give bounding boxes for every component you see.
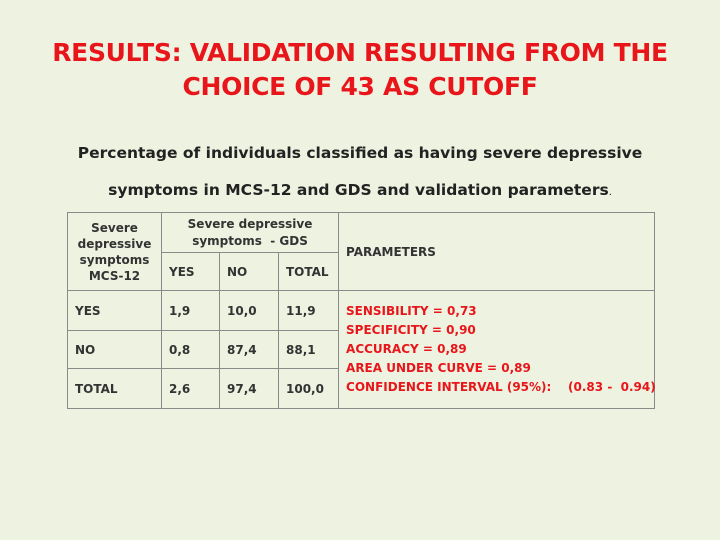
subtitle-line-1: Percentage of individuals classified as having severe depressive — [77, 144, 643, 162]
corner-line-4: MCS-12 — [88, 268, 141, 283]
slide-title — [0, 36, 720, 104]
gds-header-line-1: Severe depressive — [187, 216, 313, 231]
gds-header-line-2: symptoms - GDS — [192, 233, 308, 248]
gds-header — [162, 213, 339, 253]
header-row-1 — [68, 213, 655, 253]
validation-table — [67, 212, 655, 409]
table-cell: 1,9 — [162, 291, 220, 331]
param-accuracy: ACCURACY = 0,89 — [346, 342, 467, 356]
table-row — [68, 291, 655, 331]
param-confidence-interval: CONFIDENCE INTERVAL (95%): (0.83 - 0.94) — [346, 380, 656, 394]
table-cell: 88,1 — [279, 331, 339, 369]
corner-line-2: depressive — [77, 236, 152, 251]
param-auc: AREA UNDER CURVE = 0,89 — [346, 361, 531, 375]
col-header-no: NO — [220, 253, 279, 291]
row-label: TOTAL — [68, 369, 162, 409]
param-specificity: SPECIFICITY = 0,90 — [346, 323, 476, 337]
table-cell: 97,4 — [220, 369, 279, 409]
table-cell: 87,4 — [220, 331, 279, 369]
subtitle-period: . — [608, 187, 612, 198]
corner-header — [68, 213, 162, 291]
col-header-total: TOTAL — [279, 253, 339, 291]
col-header-yes: YES — [162, 253, 220, 291]
subtitle-line-2-wrap — [40, 172, 680, 211]
row-label: NO — [68, 331, 162, 369]
table-cell: 0,8 — [162, 331, 220, 369]
title-line-2: CHOICE OF 43 AS CUTOFF — [182, 72, 538, 101]
param-sensibility: SENSIBILITY = 0,73 — [346, 304, 477, 318]
table-cell: 2,6 — [162, 369, 220, 409]
parameters-header: PARAMETERS — [339, 213, 655, 291]
table-cell: 100,0 — [279, 369, 339, 409]
corner-line-3: symptoms — [79, 252, 150, 267]
subtitle-line-2: symptoms in MCS-12 and GDS and validation parameters — [108, 181, 609, 199]
title-line-1: RESULTS: VALIDATION RESULTING FROM THE — [52, 38, 668, 67]
table-cell: 10,0 — [220, 291, 279, 331]
parameters-cell — [339, 291, 655, 409]
slide-subtitle — [40, 135, 680, 211]
row-label: YES — [68, 291, 162, 331]
corner-line-1: Severe — [91, 220, 138, 235]
table-cell: 11,9 — [279, 291, 339, 331]
